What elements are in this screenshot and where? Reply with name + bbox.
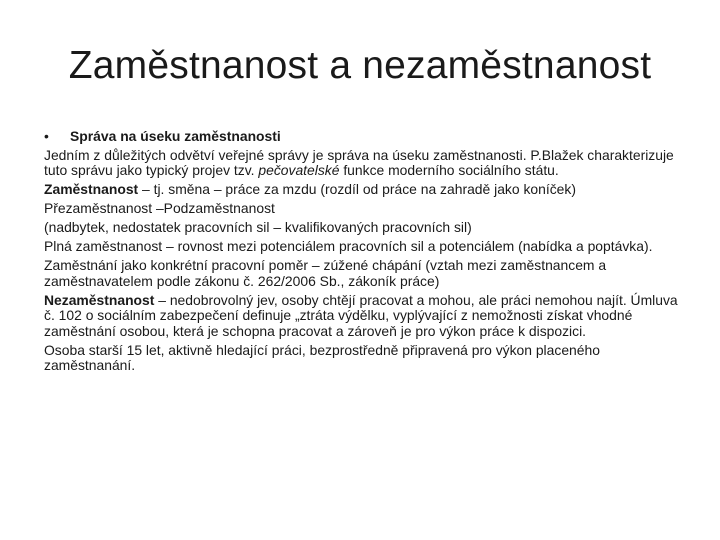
- paragraph-job: Zaměstnání jako konkrétní pracovní poměr – zúžené chápání (vztah mezi zaměstnancem a zaměstnavatelem podle zákonu č. 262/2006 Sb., zákoník práce): [44, 257, 607, 289]
- paragraph-person: Osoba starší 15 let, aktivně hledající práci, bezprostředně připravená pro výkon placeného zaměstnanání.: [44, 341, 600, 374]
- paragraph-definition-italic: pečovatelské: [258, 162, 340, 179]
- term-unemployment: Nezaměstnanost: [44, 291, 155, 308]
- paragraph-definition-end: funkce moderního sociálního státu.: [339, 162, 559, 179]
- bullet-heading: Správa na úseku zaměstnanosti: [70, 128, 281, 144]
- paragraph-employment: [44, 182, 684, 197]
- bullet-item: [44, 129, 684, 144]
- term-employment: Zaměstnanost: [44, 181, 139, 198]
- paragraph-surplus: (nadbytek, nedostatek pracovních sil – kvalifikovaných pracovních sil): [44, 219, 472, 236]
- paragraph-full-employment: Plná zaměstnanost – rovnost mezi potenciálem pracovních sil a potenciálem (nabídka a poptávka).: [44, 238, 653, 255]
- paragraph-over-under: Přezaměstnanost –Podzaměstnanost: [44, 200, 275, 217]
- slide-title: Zaměstnanost a nezaměstnanost: [68, 44, 652, 87]
- paragraph-unemployment: [44, 293, 684, 339]
- paragraph-unemployment-text: – nedobrovolný jev, osoby chtějí pracovat a mohou, ale práci nemohou najít. Úmluva č. 102 o sociálním zabezpečení definuje „ztráta výdělku, vyplývající z nemožnosti získat vhodné zaměstnání osobou, která je schopna pracovat a zároveň je pro výkon práce k dispozici.: [44, 291, 678, 339]
- paragraph-employment-text: – tj. směna – práce za mzdu (rozdíl od práce na zahradě jako koníček): [138, 181, 576, 198]
- paragraph-definition-text: Jedním z důležitých odvětví veřejné správy je správa na úseku zaměstnanosti. P.Blažek charakterizuje tuto správu jako typický projev tzv.: [44, 147, 674, 179]
- slide-content: [44, 129, 684, 377]
- bullet-icon: •: [44, 128, 49, 144]
- paragraph-definition: [44, 148, 684, 179]
